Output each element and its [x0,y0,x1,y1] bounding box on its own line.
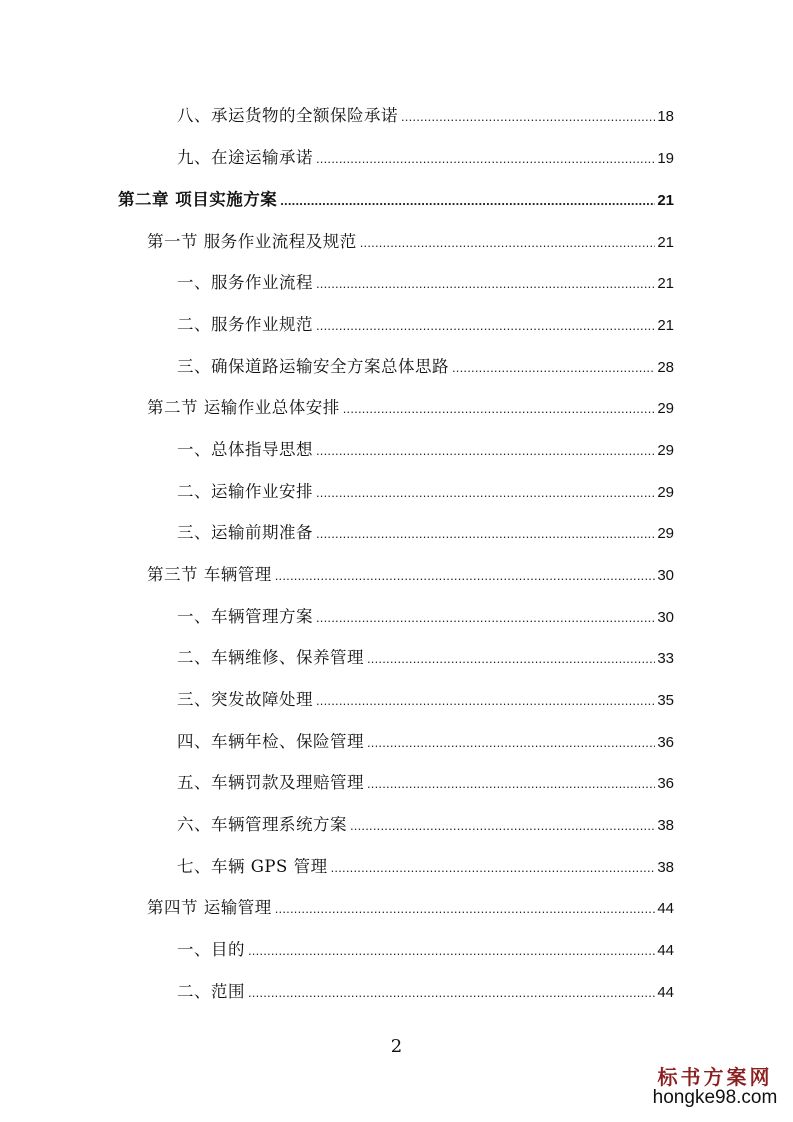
toc-entry-title: 二、范围 [177,982,245,1001]
toc-dot-leader [275,564,656,588]
toc-dot-leader [350,814,655,838]
toc-page-number: 29 [657,525,674,542]
toc-dot-leader [316,689,655,713]
toc-entry-title: 三、确保道路运输安全方案总体思路 [177,357,449,376]
toc-dot-leader [316,606,655,630]
toc-entry-title: 二、运输作业安排 [177,482,313,501]
watermark-site-name: 标书方案网 [657,1065,773,1089]
toc-page-number: 33 [657,650,674,667]
toc-entry-title: 第一节 服务作业流程及规范 [147,232,357,251]
toc-page-number: 36 [657,775,674,792]
toc-section-entry[interactable] [147,396,674,420]
toc-entry[interactable] [177,730,674,754]
toc-entry-title: 一、总体指导思想 [177,440,313,459]
toc-entry-title: 第四节 运输管理 [147,898,272,917]
toc-entry-title: 二、服务作业规范 [177,315,313,334]
toc-section-entry[interactable] [147,230,674,254]
toc-entry[interactable] [177,104,674,128]
toc-page-number: 30 [657,609,674,626]
toc-page-number: 29 [657,400,674,417]
toc-dot-leader [316,481,655,505]
toc-entry[interactable] [177,938,674,962]
toc-entry[interactable] [177,771,674,795]
toc-section-entry[interactable] [147,563,674,587]
site-watermark [640,1066,790,1109]
toc-dot-leader [316,522,655,546]
toc-dot-leader [316,147,655,171]
toc-dot-leader [367,731,655,755]
toc-entry-title: 六、车辆管理系统方案 [177,815,347,834]
toc-chapter-entry[interactable] [118,188,674,212]
toc-section-entry[interactable] [147,896,674,920]
toc-entry[interactable] [177,813,674,837]
toc-entry-title: 一、目的 [177,940,245,959]
toc-dot-leader [316,272,655,296]
toc-entry[interactable] [177,146,674,170]
toc-page-number: 21 [657,275,674,292]
toc-page-number: 38 [657,817,674,834]
toc-dot-leader [280,189,655,213]
toc-dot-leader [367,772,655,796]
toc-page-number: 38 [657,859,674,876]
toc-entry[interactable] [177,980,674,1004]
watermark-url: hongke98.com [652,1087,778,1108]
toc-page-number: 29 [657,484,674,501]
toc-entry-title: 一、服务作业流程 [177,273,313,292]
toc-entry-title: 三、运输前期准备 [177,523,313,542]
toc-page-number: 19 [657,150,674,167]
toc-page-number: 44 [657,900,674,917]
toc-entry-title: 七、车辆 GPS 管理 [177,857,328,876]
toc-dot-leader [452,356,655,380]
toc-entry-title: 九、在途运输承诺 [177,148,313,167]
toc-entry-title: 二、车辆维修、保养管理 [177,648,364,667]
toc-page-number: 35 [657,692,674,709]
toc-page-number: 18 [657,108,674,125]
toc-page-number: 21 [657,317,674,334]
toc-entry[interactable] [177,271,674,295]
toc-entry-title: 五、车辆罚款及理赔管理 [177,773,364,792]
toc-page-number: 21 [657,192,674,209]
toc-entry-title: 三、突发故障处理 [177,690,313,709]
toc-entry[interactable] [177,521,674,545]
toc-entry-title: 第二节 运输作业总体安排 [147,398,340,417]
toc-dot-leader [360,231,656,255]
toc-page-number: 28 [657,359,674,376]
toc-dot-leader [275,897,656,921]
toc-dot-leader [343,397,656,421]
toc-entry-title: 第三节 车辆管理 [147,565,272,584]
toc-entry[interactable] [177,646,674,670]
toc-dot-leader [248,939,655,963]
toc-entry[interactable] [177,480,674,504]
toc-dot-leader [316,314,655,338]
toc-entry-title: 八、承运货物的全额保险承诺 [177,106,398,125]
page-number: 2 [390,1036,403,1057]
toc-dot-leader [401,105,655,129]
toc-entry[interactable] [177,855,674,879]
toc-entry[interactable] [177,438,674,462]
toc-page-number: 44 [657,984,674,1001]
toc-page-number: 30 [657,567,674,584]
toc-page-number: 29 [657,442,674,459]
toc-page-number: 44 [657,942,674,959]
toc-entry[interactable] [177,688,674,712]
toc-entry[interactable] [177,355,674,379]
toc-dot-leader [331,856,656,880]
toc-dot-leader [367,647,655,671]
toc-entry-title: 第二章 项目实施方案 [118,190,278,209]
toc-entry[interactable] [177,313,674,337]
toc-entry[interactable] [177,605,674,629]
toc-page-number: 36 [657,734,674,751]
toc-dot-leader [248,981,655,1005]
toc-dot-leader [316,439,655,463]
toc-entry-title: 一、车辆管理方案 [177,607,313,626]
toc-page-number: 21 [657,234,674,251]
toc-entry-title: 四、车辆年检、保险管理 [177,732,364,751]
